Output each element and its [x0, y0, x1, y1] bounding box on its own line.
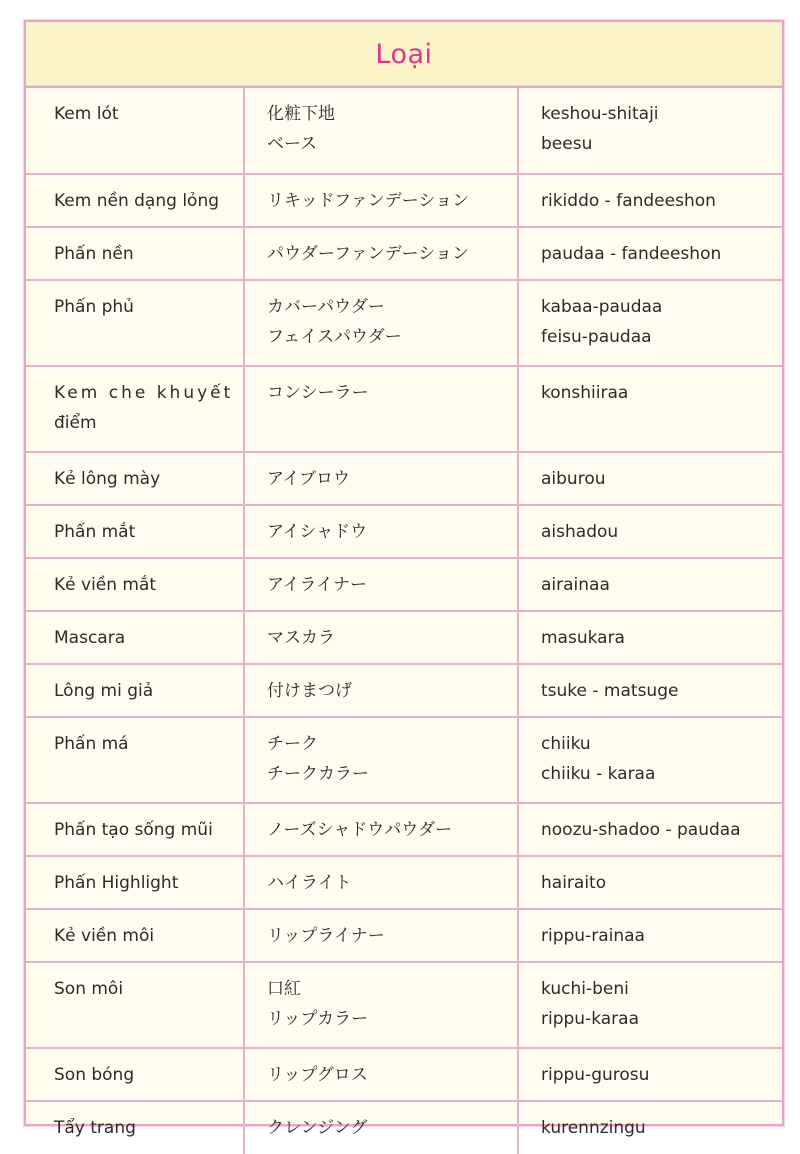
table-row [26, 1101, 782, 1154]
table-row [26, 505, 782, 558]
vietnamese-term-cell [26, 803, 244, 856]
cell-line: noozu-shadoo - paudaa [541, 820, 741, 840]
table-row [26, 558, 782, 611]
cell-line: konshiiraa [541, 383, 629, 403]
cell-line: tsuke - matsuge [541, 681, 679, 701]
cell-line: 化粧下地 [267, 104, 335, 124]
cell-line: フェイスパウダー [267, 327, 402, 347]
vietnamese-term-cell [26, 452, 244, 505]
romaji-cell [518, 452, 782, 505]
table-row [26, 452, 782, 505]
vietnamese-term-cell [26, 1101, 244, 1154]
vietnamese-term-cell [26, 88, 244, 174]
cell-line: リップカラー [267, 1009, 369, 1029]
cell-line: Kẻ viền môi [54, 926, 155, 946]
table-row [26, 280, 782, 366]
japanese-term-cell [244, 909, 518, 962]
cell-line: Son bóng [54, 1065, 135, 1085]
vietnamese-term-cell [26, 856, 244, 909]
table-row [26, 611, 782, 664]
cell-line: rikiddo - fandeeshon [541, 191, 716, 211]
cell-line: airainaa [541, 575, 610, 595]
cell-line: リキッドファンデーション [267, 191, 470, 211]
cell-line: ベース [267, 134, 318, 154]
table-row [26, 962, 782, 1048]
vietnamese-term-cell [26, 505, 244, 558]
japanese-term-cell [244, 664, 518, 717]
cell-line: rippu-rainaa [541, 926, 645, 946]
vietnamese-term-cell [26, 227, 244, 280]
cell-line: kurennzingu [541, 1118, 646, 1138]
vietnamese-term-cell [26, 717, 244, 803]
cell-line: Phấn má [54, 734, 129, 754]
cell-line: Phấn phủ [54, 297, 134, 317]
vietnamese-term-cell [26, 174, 244, 227]
cell-line: paudaa - fandeeshon [541, 244, 722, 264]
romaji-cell [518, 962, 782, 1048]
cell-line: masukara [541, 628, 625, 648]
romaji-cell [518, 174, 782, 227]
vietnamese-term-cell [26, 1048, 244, 1101]
table-row [26, 909, 782, 962]
cell-line: Kẻ viền mắt [54, 575, 157, 595]
cell-line: keshou-shitaji [541, 104, 659, 124]
cell-line: リップグロス [267, 1065, 368, 1085]
cell-line: Lông mi giả [54, 681, 154, 701]
cell-line: アイブロウ [267, 469, 350, 489]
romaji-cell [518, 856, 782, 909]
cell-line: kabaa-paudaa [541, 297, 663, 317]
cell-line: feisu-paudaa [541, 327, 652, 347]
cell-line: パウダーファンデーション [267, 244, 469, 264]
vietnamese-term-cell [26, 962, 244, 1048]
table-row [26, 88, 782, 174]
cell-line: リップライナー [267, 926, 385, 946]
table-row [26, 366, 782, 452]
cell-line: aishadou [541, 522, 619, 542]
vocabulary-grid [26, 88, 782, 1154]
romaji-cell [518, 505, 782, 558]
cell-line: điểm [54, 413, 97, 433]
cell-line: コンシーラー [267, 383, 369, 403]
table-row [26, 1048, 782, 1101]
cell-line: カバーパウダー [267, 297, 385, 317]
table-row [26, 717, 782, 803]
cosmetics-vocabulary-table [24, 20, 784, 1138]
cell-line: Kem che khuyết [54, 383, 234, 403]
japanese-term-cell [244, 280, 518, 366]
japanese-term-cell [244, 174, 518, 227]
romaji-cell [518, 803, 782, 856]
romaji-cell [518, 366, 782, 452]
cell-line: 付けまつげ [267, 681, 352, 701]
romaji-cell [518, 280, 782, 366]
cell-line: aiburou [541, 469, 606, 489]
japanese-term-cell [244, 558, 518, 611]
romaji-cell [518, 1048, 782, 1101]
japanese-term-cell [244, 505, 518, 558]
cell-line: Son môi [54, 979, 124, 999]
japanese-term-cell [244, 452, 518, 505]
cell-line: rippu-gurosu [541, 1065, 650, 1085]
cell-line: クレンジング [267, 1118, 368, 1138]
cell-line: ノーズシャドウパウダー [267, 820, 453, 840]
cell-line: chiiku [541, 734, 591, 754]
cell-line: アイライナー [267, 575, 367, 595]
vietnamese-term-cell [26, 366, 244, 452]
table-row [26, 174, 782, 227]
cell-line: チークカラー [267, 764, 369, 784]
vietnamese-term-cell [26, 280, 244, 366]
japanese-term-cell [244, 227, 518, 280]
japanese-term-cell [244, 366, 518, 452]
cell-line: Kem lót [54, 104, 119, 124]
cell-line: 口紅 [267, 979, 301, 999]
japanese-term-cell [244, 803, 518, 856]
vietnamese-term-cell [26, 611, 244, 664]
cell-line: Mascara [54, 628, 126, 648]
cell-line: kuchi-beni [541, 979, 629, 999]
table-row [26, 227, 782, 280]
romaji-cell [518, 88, 782, 174]
cell-line: Kem nền dạng lỏng [54, 191, 220, 211]
japanese-term-cell [244, 88, 518, 174]
cell-line: Kẻ lông mày [54, 469, 161, 489]
romaji-cell [518, 227, 782, 280]
cell-line: Phấn tạo sống mũi [54, 820, 213, 840]
cell-line: チーク [267, 734, 318, 754]
japanese-term-cell [244, 962, 518, 1048]
japanese-term-cell [244, 1048, 518, 1101]
table-row [26, 664, 782, 717]
table-row [26, 856, 782, 909]
cell-line: beesu [541, 134, 593, 154]
vietnamese-term-cell [26, 558, 244, 611]
vietnamese-term-cell [26, 909, 244, 962]
table-header [26, 22, 782, 88]
japanese-term-cell [244, 1101, 518, 1154]
japanese-term-cell [244, 611, 518, 664]
cell-line: chiiku - karaa [541, 764, 656, 784]
cell-line: アイシャドウ [267, 522, 368, 542]
cell-line: rippu-karaa [541, 1009, 639, 1029]
cell-line: hairaito [541, 873, 607, 893]
romaji-cell [518, 1101, 782, 1154]
cell-line: Phấn mắt [54, 522, 136, 542]
romaji-cell [518, 909, 782, 962]
table-row [26, 803, 782, 856]
cell-line: Tẩy trang [54, 1118, 136, 1138]
cell-line: Phấn Highlight [54, 873, 179, 893]
table-title: Loại [375, 38, 433, 70]
romaji-cell [518, 664, 782, 717]
japanese-term-cell [244, 717, 518, 803]
cell-line: マスカラ [267, 628, 335, 648]
romaji-cell [518, 611, 782, 664]
cell-line: Phấn nền [54, 244, 134, 264]
cell-line: ハイライト [267, 873, 352, 893]
japanese-term-cell [244, 856, 518, 909]
vietnamese-term-cell [26, 664, 244, 717]
romaji-cell [518, 558, 782, 611]
romaji-cell [518, 717, 782, 803]
